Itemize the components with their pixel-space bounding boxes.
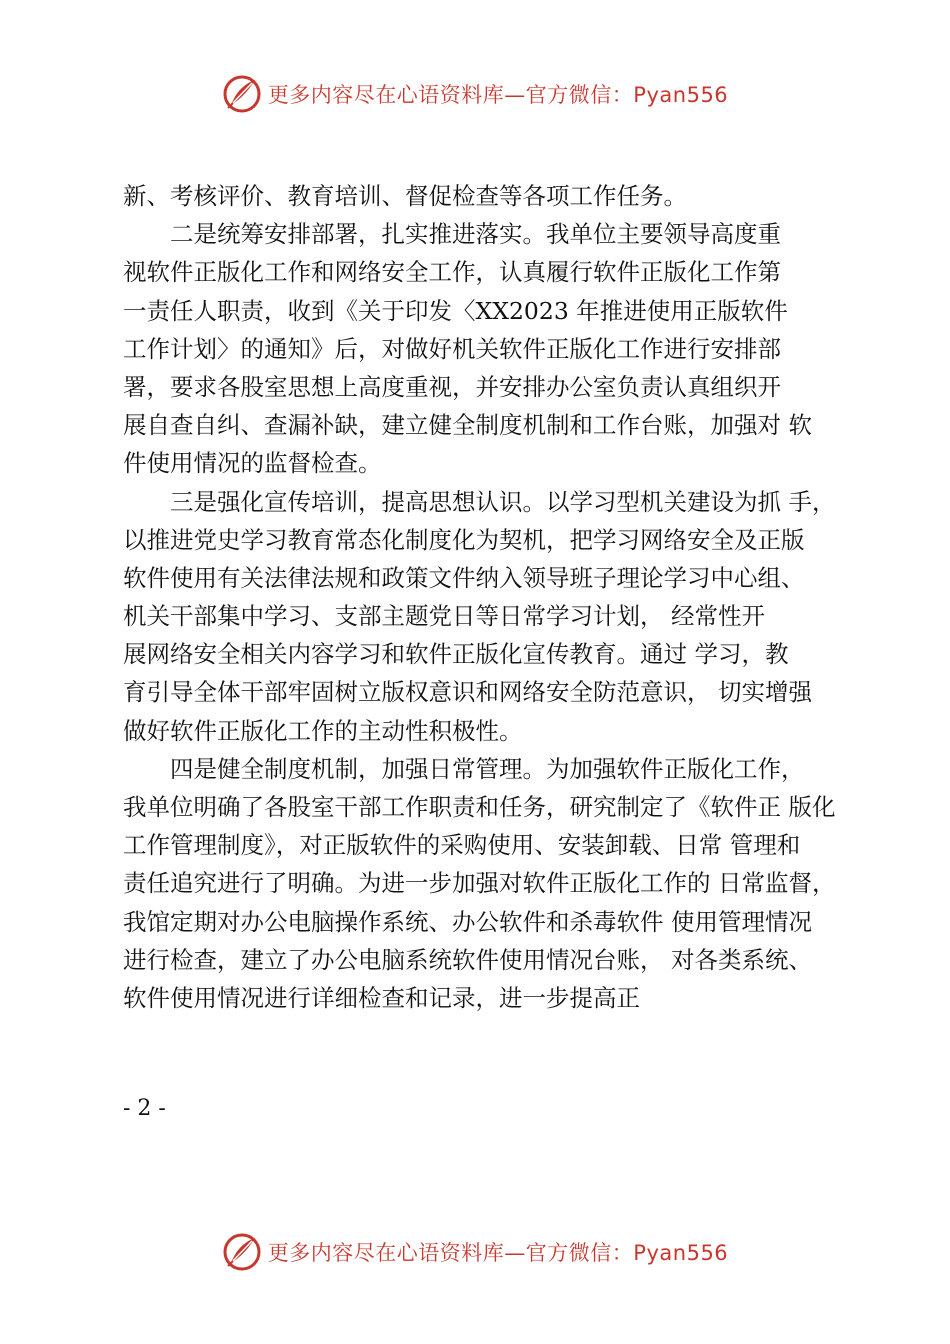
paragraph-line: 育引导全体干部牢固树立版权意识和网络安全防范意识， 切实增强 <box>123 678 812 707</box>
paragraph-line: 四是健全制度机制，加强日常管理。为加强软件正版化工作， <box>170 754 805 783</box>
paragraph-line: 一责任人职责，收到《关于印发〈XX2023 年推进使用正版软件 <box>123 296 788 325</box>
paragraph-line: 展自查自纠、查漏补缺，建立健全制度机制和工作台账，加强对 软 <box>123 411 812 440</box>
paragraph-line: 工作计划〉的通知》后，对做好机关软件正版化工作进行安排部 <box>123 334 781 363</box>
header-banner-text: 更多内容尽在心语资料库—官方微信：Pyan556 <box>267 83 729 107</box>
header-banner <box>0 72 950 116</box>
paragraph-line: 视软件正版化工作和网络安全工作，认真履行软件正版化工作第 <box>123 258 781 287</box>
paragraph-line: 软件使用情况进行详细检查和记录，进一步提高正 <box>123 983 640 1012</box>
paragraph-line: 以推进党史学习教育常态化制度化为契机，把学习网络安全及正版 <box>123 525 805 554</box>
paragraph-line: 机关干部集中学习、支部主题党日等日常学习计划， 经常性开 <box>123 602 765 631</box>
paragraph-line: 二是统筹安排部署，扎实推进落实。我单位主要领导高度重 <box>170 220 781 249</box>
paragraph-line: 我馆定期对办公电脑操作系统、办公软件和杀毒软件 使用管理情况 <box>123 907 812 936</box>
paragraph-line: 软件使用有关法律法规和政策文件纳入领导班子理论学习中心组、 <box>123 563 805 592</box>
paragraph-line: 件使用情况的监督检查。 <box>123 449 382 478</box>
paragraph-line: 责任追究进行了明确。为进一步加强对软件正版化工作的 日常监督， <box>123 869 836 898</box>
footer-banner-text: 更多内容尽在心语资料库—官方微信：Pyan556 <box>267 1241 729 1265</box>
paragraph-line: 我单位明确了各股室干部工作职责和任务，研究制定了《软件正 版化 <box>123 793 836 821</box>
document-body <box>123 177 863 1017</box>
paragraph-line: 进行检查，建立了办公电脑系统软件使用情况台账， 对各类系统、 <box>123 945 812 974</box>
feather-quill-logo-icon <box>222 1232 262 1272</box>
paragraph-line: 署，要求各股室思想上高度重视，并安排办公室负责认真组织开 <box>123 372 781 401</box>
paragraph-line: 新、考核评价、教育培训、督促检查等各项工作任务。 <box>123 182 687 210</box>
page-number: - 2 - <box>123 1096 166 1121</box>
paragraph-line: 做好软件正版化工作的主动性积极性。 <box>123 716 523 745</box>
feather-quill-logo-icon <box>222 74 262 114</box>
footer-banner <box>0 1230 950 1274</box>
paragraph-line: 三是强化宣传培训，提高思想认识。以学习型机关建设为抓 手， <box>170 487 836 516</box>
paragraph-line: 工作管理制度》，对正版软件的采购使用、安装卸载、日常 管理和 <box>123 831 801 860</box>
paragraph-line: 展网络安全相关内容学习和软件正版化宣传教育。通过 学习，教 <box>123 640 789 669</box>
